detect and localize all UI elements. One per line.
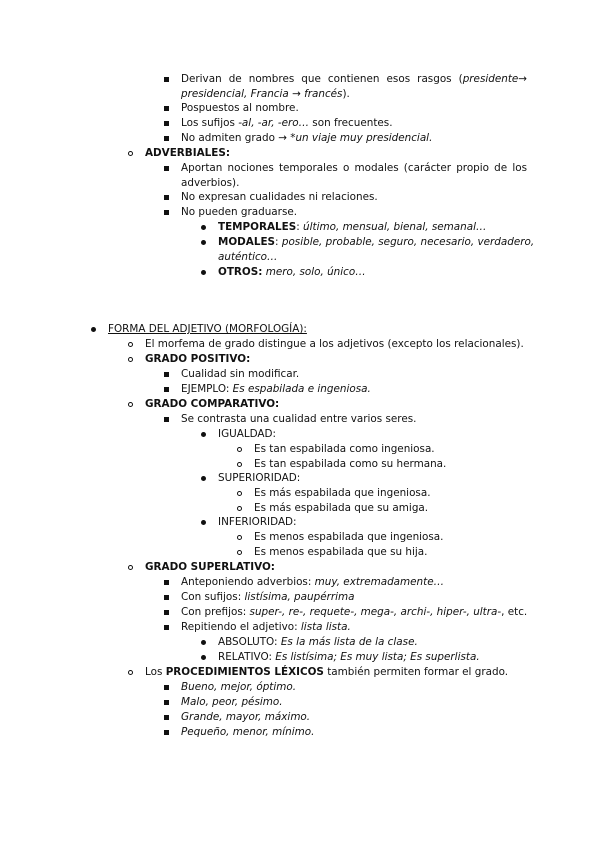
circle-bullet-icon [237,535,242,540]
heading-grado-comparativo: GRADO COMPARATIVO: [145,398,280,410]
list-item-ejemplo: EJEMPLO: Es espabilada e ingeniosa. [181,383,371,395]
square-bullet-icon [164,625,169,630]
square-bullet-icon [164,106,169,111]
circle-bullet-icon [237,491,242,496]
list-item-superioridad: SUPERIORIDAD: [218,472,301,484]
square-bullet-icon [164,417,169,422]
list-item-contrasta: Se contrasta una cualidad entre varios seres. [181,413,417,425]
square-bullet-icon [164,195,169,200]
list-item-no-expresan: No expresan cualidades ni relaciones. [181,191,378,203]
dot-bullet-icon [201,520,206,525]
list-item-relativo: RELATIVO: Es listísima; Es muy lista; Es superlista. [218,651,480,663]
dot-bullet-icon [201,240,206,245]
list-item-lexico: Bueno, mejor, óptimo. [181,681,297,693]
circle-bullet-icon [128,670,133,675]
list-item-igualdad-ex2: Es tan espabilada como su hermana. [254,458,447,470]
list-item-con-prefijos: Con prefijos: super-, re-, requete-, mega-, archi-, hiper-, ultra-, etc. [181,606,528,618]
square-bullet-icon [164,730,169,735]
dot-bullet-icon [201,432,206,437]
list-item-inferioridad-ex2: Es menos espabilada que su hija. [254,546,428,558]
list-item-aportan-line1: Aportan nociones temporales o modales (carácter propio de los [181,162,527,174]
dot-bullet-icon [201,270,206,275]
circle-bullet-icon [128,402,133,407]
square-bullet-icon [164,121,169,126]
square-bullet-icon [164,595,169,600]
list-item-con-sufijos: Con sufijos: listísima, paupérrima [181,591,355,603]
list-item-anteponiendo: Anteponiendo adverbios: muy, extremadamente… [181,576,445,588]
list-item-aportan-line2: adverbios). [181,177,240,189]
heading-grado-positivo: GRADO POSITIVO: [145,353,251,365]
list-item-absoluto: ABSOLUTO: Es la más lista de la clase. [218,636,418,648]
list-item-modales-line1: MODALES: posible, probable, seguro, necesario, verdadero, [218,236,535,248]
list-item-sufijos: Los sufijos -al, -ar, -ero… son frecuentes. [181,117,393,129]
square-bullet-icon [164,77,169,82]
dot-bullet-icon [201,476,206,481]
list-item-lexico: Grande, mayor, máximo. [181,711,311,723]
heading-grado-superlativo: GRADO SUPERLATIVO: [145,561,275,573]
list-item-otros: OTROS: mero, solo, único… [218,266,366,278]
circle-bullet-icon [237,506,242,511]
list-item-no-admiten: No admiten grado → *un viaje muy presidencial. [181,132,433,144]
dot-bullet-icon [201,640,206,645]
circle-bullet-icon [128,151,133,156]
list-item-lexico: Malo, peor, pésimo. [181,696,283,708]
square-bullet-icon [164,700,169,705]
list-item-inferioridad: INFERIORIDAD: [218,516,297,528]
square-bullet-icon [164,166,169,171]
list-item-modales-line2: auténtico… [218,251,278,263]
list-item-lexico: Pequeño, menor, mínimo. [181,726,315,738]
list-item-pospuestos: Pospuestos al nombre. [181,102,299,114]
list-item-cualidad: Cualidad sin modificar. [181,368,300,380]
list-item-igualdad-ex1: Es tan espabilada como ingeniosa. [254,443,435,455]
square-bullet-icon [164,610,169,615]
square-bullet-icon [164,580,169,585]
dot-bullet-icon [201,655,206,660]
section-title-forma-del-adjetivo: FORMA DEL ADJETIVO (MORFOLOGÍA): [108,323,307,335]
list-item-derivan-line1: Derivan de nombres que contienen esos rasgos (presidente→ [181,73,527,85]
list-item-superioridad-ex1: Es más espabilada que ingeniosa. [254,487,431,499]
circle-bullet-icon [237,447,242,452]
circle-bullet-icon [237,462,242,467]
list-item-igualdad: IGUALDAD: [218,428,277,440]
circle-bullet-icon [128,357,133,362]
dot-bullet-icon [201,225,206,230]
square-bullet-icon [164,210,169,215]
square-bullet-icon [164,387,169,392]
list-item-derivan-line2: presidencial, Francia → francés). [181,88,350,100]
list-item-morfema: El morfema de grado distingue a los adjetivos (excepto los relacionales). [145,338,524,350]
circle-bullet-icon [128,565,133,570]
list-item-no-pueden: No pueden graduarse. [181,206,298,218]
dot-bullet-icon [91,327,96,332]
list-item-procedimientos-lexicos: Los PROCEDIMIENTOS LÉXICOS también permiten formar el grado. [145,666,509,678]
list-item-repitiendo: Repitiendo el adjetivo: lista lista. [181,621,351,633]
circle-bullet-icon [237,550,242,555]
square-bullet-icon [164,685,169,690]
heading-adverbiales: ADVERBIALES: [145,147,230,159]
square-bullet-icon [164,136,169,141]
list-item-inferioridad-ex1: Es menos espabilada que ingeniosa. [254,531,444,543]
circle-bullet-icon [128,342,133,347]
list-item-temporales: TEMPORALES: último, mensual, bienal, semanal… [218,221,487,233]
square-bullet-icon [164,372,169,377]
list-item-superioridad-ex2: Es más espabilada que su amiga. [254,502,429,514]
square-bullet-icon [164,715,169,720]
